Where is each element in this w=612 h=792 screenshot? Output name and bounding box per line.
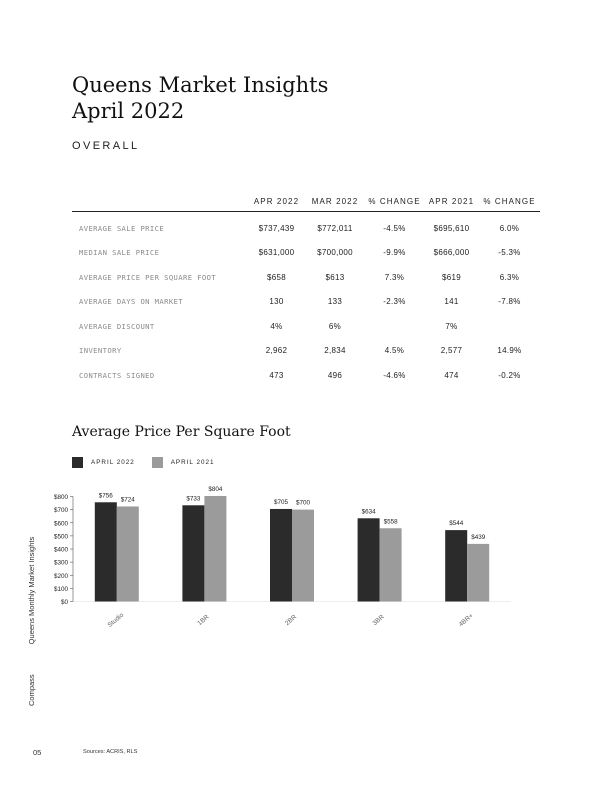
y-tick-label: $700 (53, 507, 68, 515)
cell-mom-change (365, 314, 424, 339)
cell-apr-2021: 474 (444, 370, 459, 380)
cell-apr-2022: $658 (267, 272, 286, 282)
row-label: AVERAGE PRICE PER SQUARE FOOT (79, 272, 217, 282)
page-number: 05 (33, 748, 42, 757)
table-row (72, 265, 540, 290)
cell-yoy-change: -7.8% (498, 297, 521, 307)
data-label: $634 (361, 508, 376, 516)
cell-apr-2021: $695,610 (433, 223, 470, 233)
bar (445, 530, 467, 601)
row-label: AVERAGE DAYS ON MARKET (79, 297, 183, 307)
x-tick-label: 4BR+ (457, 612, 475, 629)
cell-mar-2022: $700,000 (317, 248, 353, 258)
bar (95, 502, 117, 601)
table-row (72, 363, 540, 388)
column-header: APR 2021 (424, 192, 479, 212)
bar-chart (40, 470, 560, 630)
cell-apr-2021: $666,000 (433, 248, 470, 258)
chart-title: Average Price Per Square Foot (72, 424, 291, 440)
table-row (72, 314, 540, 339)
row-label: INVENTORY (79, 346, 122, 356)
cell-yoy-change: -0.2% (498, 370, 521, 380)
legend-label: APRIL 2022 (91, 459, 135, 466)
cell-mom-change: -9.9% (383, 248, 406, 258)
y-tick-label: $600 (53, 520, 68, 528)
data-label: $705 (273, 498, 289, 506)
cell-mom-change: -4.6% (383, 370, 406, 380)
cell-yoy-change: 14.9% (497, 346, 522, 356)
data-label: $724 (120, 496, 135, 504)
sources-note: Sources: ACRIS, RLS (83, 749, 138, 755)
cell-apr-2021: 141 (444, 297, 459, 307)
page-title-line1: Queens Market Insights (72, 73, 329, 97)
cell-mom-change: -2.3% (383, 297, 406, 307)
data-label: $439 (471, 533, 486, 541)
row-label: AVERAGE DISCOUNT (79, 321, 155, 331)
legend-swatch (152, 457, 163, 468)
table-row (72, 212, 540, 241)
column-header (72, 192, 248, 212)
cell-apr-2022: 2,962 (265, 346, 288, 356)
page-title (72, 72, 328, 124)
cell-mar-2022: 2,834 (324, 346, 346, 356)
row-label: MEDIAN SALE PRICE (79, 248, 160, 258)
cell-yoy-change: -5.3% (498, 248, 521, 258)
cell-yoy-change: 6.3% (499, 272, 520, 282)
cell-mar-2022: $772,011 (317, 223, 353, 233)
bar (292, 510, 314, 602)
column-header: APR 2022 (248, 192, 305, 212)
legend-item-april-2021 (152, 457, 215, 468)
side-publication-text (27, 537, 36, 706)
bar (358, 518, 380, 601)
cell-apr-2021: 7% (445, 321, 458, 331)
x-tick-label: 2BR (283, 613, 299, 628)
cell-apr-2022: 130 (269, 297, 284, 307)
table-row (72, 339, 540, 364)
data-label: $544 (449, 520, 464, 528)
page-title-line2: April 2022 (72, 99, 185, 123)
cell-apr-2022: 473 (269, 370, 284, 380)
cell-apr-2022: $737,439 (258, 223, 295, 233)
cell-apr-2021: $619 (442, 272, 461, 282)
cell-mom-change: -4.5% (383, 223, 406, 233)
data-label: $700 (295, 499, 311, 507)
table-header-row (72, 192, 540, 212)
column-header: % CHANGE (365, 192, 424, 212)
x-tick-label: 1BR (196, 613, 211, 628)
y-tick-label: $800 (53, 494, 68, 501)
bar (467, 544, 489, 602)
y-tick-label: $500 (53, 533, 68, 541)
cell-apr-2022: $631,000 (258, 248, 295, 258)
chart-legend (72, 457, 231, 468)
cell-mar-2022: 133 (327, 297, 343, 307)
column-header: MAR 2022 (305, 192, 365, 212)
data-label: $733 (186, 495, 201, 503)
data-label: $804 (208, 485, 223, 493)
table-row (72, 290, 540, 315)
legend-swatch (72, 457, 83, 468)
section-label: OVERALL (72, 140, 140, 152)
y-tick-label: $300 (53, 559, 68, 567)
y-tick-label: $200 (53, 572, 68, 580)
table-row (72, 241, 540, 266)
data-label: $558 (383, 518, 398, 526)
cell-yoy-change: 6.0% (499, 223, 520, 233)
cell-mom-change: 7.3% (384, 272, 405, 282)
cell-apr-2021: 2,577 (440, 346, 463, 356)
bar (117, 506, 139, 601)
brand-name: Compass (27, 674, 36, 706)
x-tick-label: 3BR (371, 613, 386, 628)
bar (182, 505, 204, 601)
y-tick-label: $100 (53, 585, 68, 593)
cell-mar-2022: $613 (325, 272, 345, 282)
y-tick-label: $400 (53, 546, 68, 554)
cell-yoy-change (479, 314, 540, 339)
row-label: AVERAGE SALE PRICE (79, 223, 165, 233)
bar (204, 496, 226, 602)
row-label: CONTRACTS SIGNED (79, 370, 155, 380)
bar (270, 509, 292, 602)
y-tick-label: $0 (60, 599, 68, 606)
bar (380, 528, 402, 601)
column-header: % CHANGE (479, 192, 540, 212)
cell-mom-change: 4.5% (384, 346, 405, 356)
data-label: $756 (98, 492, 113, 500)
legend-item-april-2022 (72, 457, 135, 468)
cell-mar-2022: 496 (327, 370, 343, 380)
x-tick-label: Studio (106, 611, 126, 629)
metrics-table (72, 192, 540, 388)
cell-mar-2022: 6% (328, 321, 342, 331)
publication-name: Queens Monthly Market Insights (27, 536, 36, 645)
legend-label: APRIL 2021 (170, 459, 215, 466)
cell-apr-2022: 4% (270, 321, 283, 331)
